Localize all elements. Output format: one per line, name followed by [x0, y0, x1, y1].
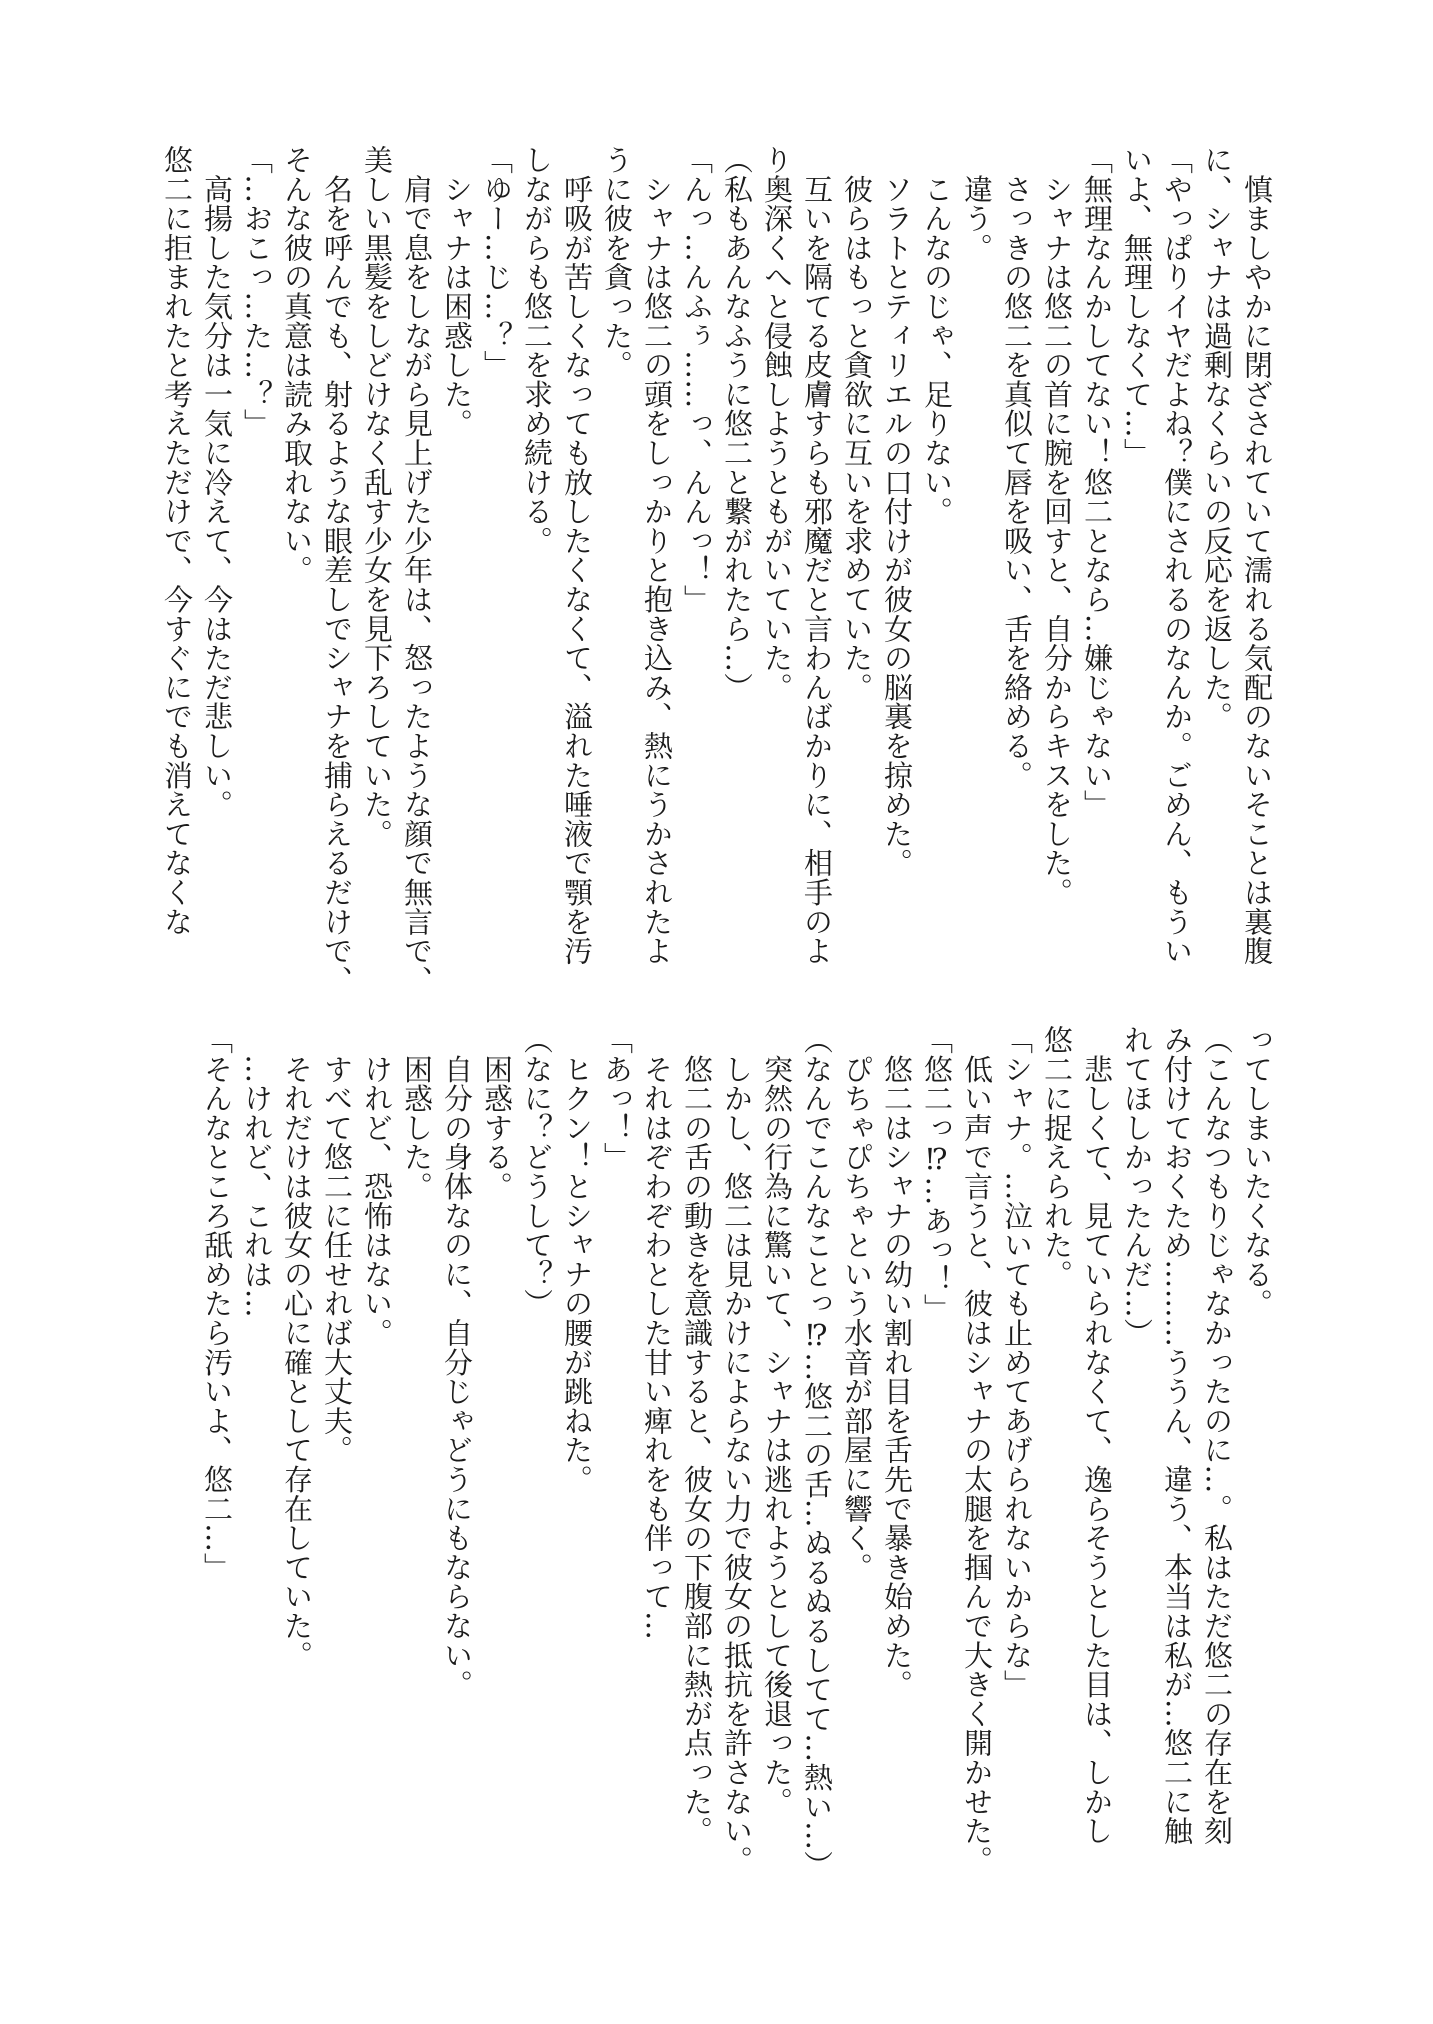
- text-column: シャナは悠二の首に腕を回すと、自分からキスをした。: [1040, 145, 1074, 907]
- text-column: （私もあんなふうに悠二と繋がれたら…）: [720, 145, 754, 702]
- text-column: 低い声で言うと、彼はシャナの太腿を掴んで大きく開かせた。: [960, 1025, 994, 1875]
- upper-text-block: [157, 145, 1277, 1007]
- text-column: しながらも悠二を求め続ける。: [520, 145, 554, 556]
- text-column: （なんでこんなことっ⁉…悠二の舌…ぬるぬるしてて…熱い…）: [800, 1025, 834, 1880]
- text-column: 慎ましやかに閉ざされていて濡れる気配のないそことは裏腹: [1240, 145, 1274, 966]
- text-column: り奥深くへと侵蝕しようともがいていた。: [760, 145, 794, 702]
- text-column: それだけは彼女の心に確として存在していた。: [280, 1025, 314, 1670]
- text-column: うに彼を貪った。: [600, 145, 634, 380]
- text-column: ぴちゃぴちゃという水音が部屋に響く。: [840, 1025, 874, 1582]
- text-column: 美しい黒髪をしどけなく乱す少女を見下ろしていた。: [360, 145, 394, 849]
- text-column: けれど、恐怖はない。: [360, 1025, 394, 1348]
- text-column: 名を呼んでも、射るような眼差しでシャナを捕らえるだけで、: [320, 145, 354, 995]
- text-column: 高揚した気分は一気に冷えて、今はただ悲しい。: [200, 145, 234, 819]
- text-column: 悠二に拒まれたと考えただけで、今すぐにでも消えてなくな: [160, 145, 194, 937]
- text-column: （なに？どうして？）: [520, 1025, 554, 1318]
- text-column: 悠二の舌の動きを意識すると、彼女の下腹部に熱が点った。: [680, 1025, 714, 1846]
- text-column: 彼らはもっと貪欲に互いを求めていた。: [840, 145, 874, 702]
- text-column: ソラトとティリエルの口付けが彼女の脳裏を掠めた。: [880, 145, 914, 878]
- text-column: ヒクン！とシャナの腰が跳ねた。: [560, 1025, 594, 1494]
- text-column: 突然の行為に驚いて、シャナは逃れようとして後退った。: [760, 1025, 794, 1817]
- text-column: に、シャナは過剰なくらいの反応を返した。: [1200, 145, 1234, 731]
- text-column: こんなのじゃ、足りない。: [920, 145, 954, 526]
- text-column: 「んっ…んふぅ……っ、んんっ！」: [680, 145, 714, 614]
- text-column: シャナは困惑した。: [440, 145, 474, 438]
- text-column: 互いを隔てる皮膚すらも邪魔だと言わんばかりに、相手のよ: [800, 145, 834, 966]
- text-column: 「ゆー…じ…？」: [480, 145, 514, 380]
- text-column: れてほしかったんだ…）: [1120, 1025, 1154, 1348]
- text-column: 呼吸が苦しくなっても放したくなくて、溢れた唾液で顎を汚: [560, 145, 594, 966]
- text-column: いよ、無理しなくて…」: [1120, 145, 1154, 468]
- text-column: ってしまいたくなる。: [1240, 1025, 1274, 1318]
- text-column: 「無理なんかしてない！悠二となら…嫌じゃない」: [1080, 145, 1114, 819]
- text-column: 「…おこっ…た…？」: [240, 145, 274, 438]
- text-column: 「やっぱりイヤだよね？僕にされるのなんか。ごめん、もうい: [1160, 145, 1194, 966]
- text-column: それはぞわぞわとした甘い痺れをも伴って…: [640, 1025, 674, 1641]
- text-column: 悲しくて、見ていられなくて、逸らそうとした目は、しかし: [1080, 1025, 1114, 1846]
- text-column: 悠二に捉えられた。: [1040, 1025, 1074, 1289]
- text-column: そんな彼の真意は読み取れない。: [280, 145, 314, 585]
- text-column: しかし、悠二は見かけによらない力で彼女の抵抗を許さない。: [720, 1025, 754, 1875]
- lower-text-block: [197, 1025, 1277, 1887]
- text-column: 悠二はシャナの幼い割れ目を舌先で暴き始めた。: [880, 1025, 914, 1699]
- text-column: 「あっ！」: [600, 1025, 634, 1172]
- text-column: 肩で息をしながら見上げた少年は、怒ったような顔で無言で、: [400, 145, 434, 995]
- text-column: み付けておくため………ううん、違う、本当は私が…悠二に触: [1160, 1025, 1194, 1846]
- text-column: 違う。: [960, 145, 994, 263]
- text-column: 「シャナ。…泣いても止めてあげられないからな」: [1000, 1025, 1034, 1699]
- text-column: 「悠二っ⁉…あっ！」: [920, 1025, 954, 1323]
- text-column: …けれど、これは…: [240, 1025, 274, 1318]
- text-column: シャナは悠二の頭をしっかりと抱き込み、熱にうかされたよ: [640, 145, 674, 966]
- text-column: 困惑した。: [400, 1025, 434, 1201]
- text-column: すべて悠二に任せれば大丈夫。: [320, 1025, 354, 1465]
- text-column: （こんなつもりじゃなかったのに…。私はただ悠二の存在を刻: [1200, 1025, 1234, 1846]
- text-column: 困惑する。: [480, 1025, 514, 1201]
- text-column: さっきの悠二を真似て唇を吸い、舌を絡める。: [1000, 145, 1034, 790]
- text-column: 「そんなところ舐めたら汚いよ、悠二…」: [200, 1025, 234, 1582]
- text-column: 自分の身体なのに、自分じゃどうにもならない。: [440, 1025, 474, 1699]
